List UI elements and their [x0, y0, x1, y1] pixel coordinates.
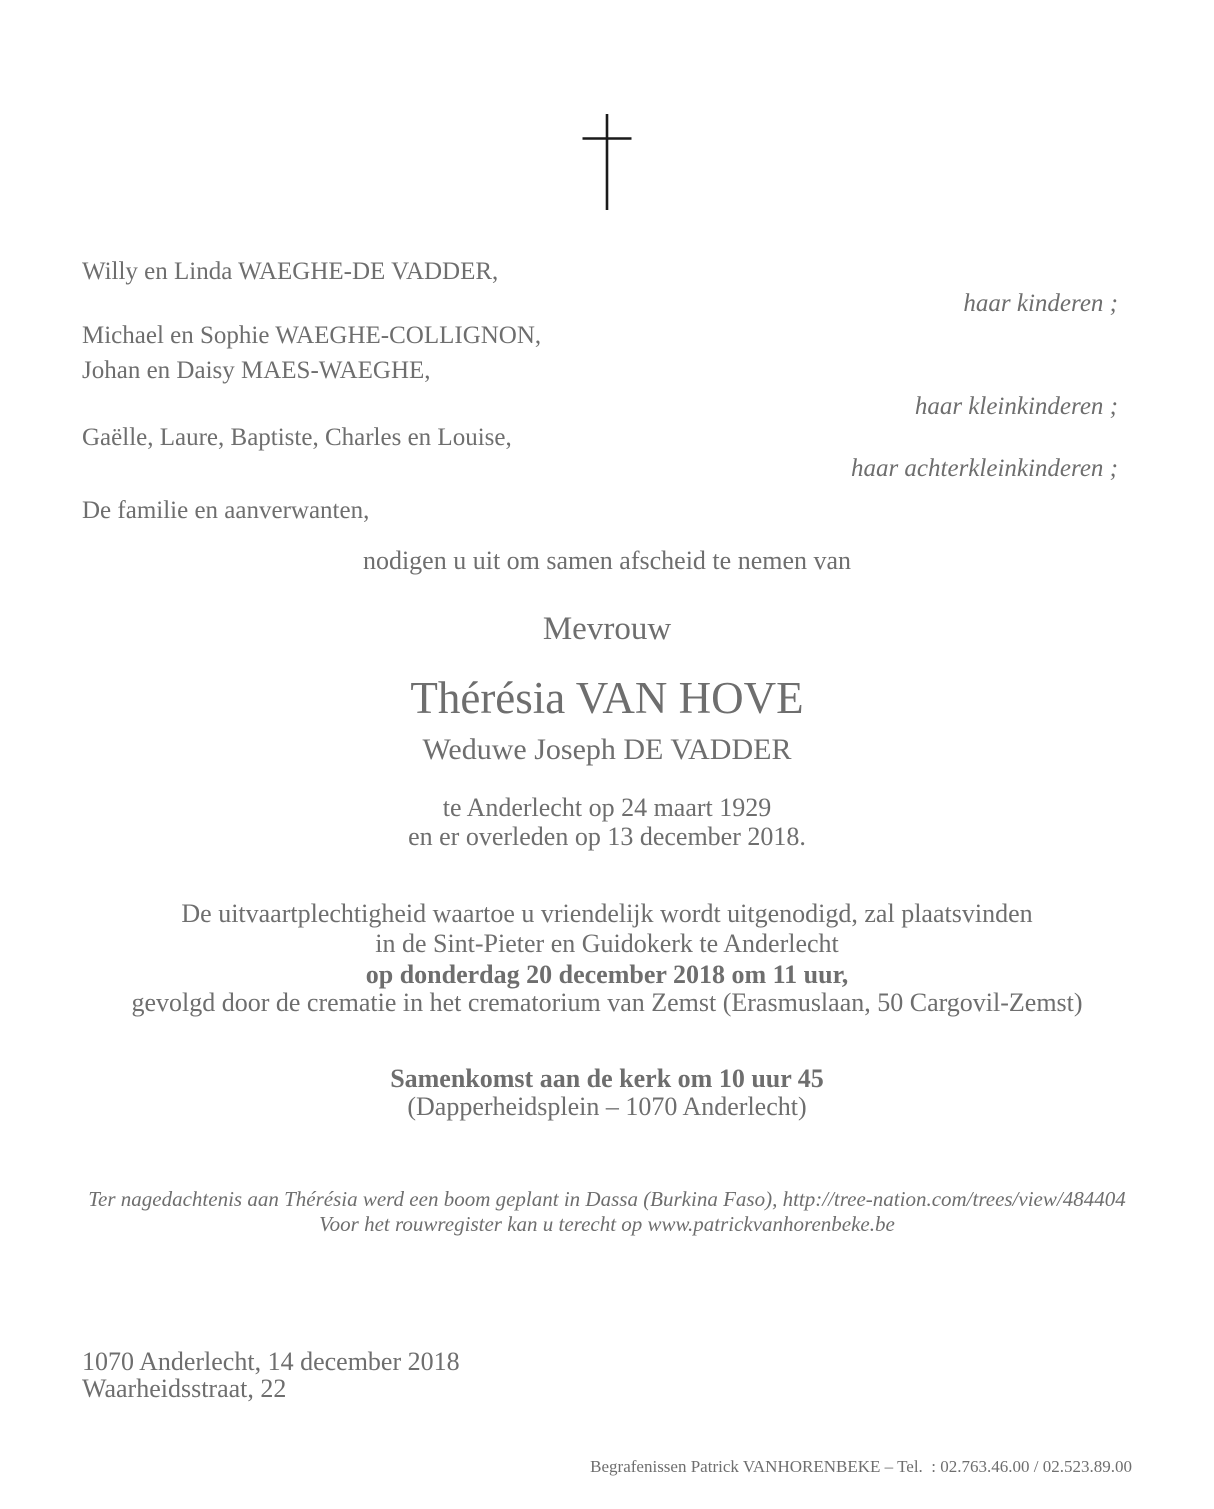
sender-city-date: 1070 Anderlecht, 14 december 2018	[82, 1347, 460, 1376]
mourners-children-names: Willy en Linda WAEGHE-DE VADDER,	[82, 258, 499, 285]
deceased-salutation: Mevrouw	[542, 611, 672, 647]
mourners-grandchildren-relation: haar kleinkinderen ;	[914, 393, 1118, 420]
gathering-address: (Dapperheidsplein – 1070 Anderlecht)	[407, 1092, 807, 1121]
christian-cross-icon	[582, 113, 632, 211]
ceremony-line-2: in de Sint-Pieter en Guidokerk te Anderlecht	[375, 929, 839, 958]
mourners-grandchildren-names-2: Johan en Daisy MAES-WAEGHE,	[82, 357, 431, 384]
deceased-birth-line: te Anderlecht op 24 maart 1929	[442, 793, 772, 822]
memorial-tree-line: Ter nagedachtenis aan Thérésia werd een boom geplant in Dassa (Burkina Faso), http://tree-nation.com/trees/view/484404	[88, 1187, 1126, 1211]
sender-street: Waarheidsstraat, 22	[82, 1374, 287, 1403]
mourners-grandchildren-names-1: Michael en Sophie WAEGHE-COLLIGNON,	[82, 322, 542, 349]
deceased-name: Thérésia VAN HOVE	[410, 673, 804, 723]
ceremony-date-time: op donderdag 20 december 2018 om 11 uur,	[365, 960, 849, 989]
deceased-death-line: en er overleden op 13 december 2018.	[408, 822, 806, 851]
deceased-widow-of: Weduwe Joseph DE VADDER	[422, 733, 792, 766]
invitation-text: nodigen u uit om samen afscheid te nemen van	[362, 546, 852, 575]
mourners-family-line: De familie en aanverwanten,	[82, 497, 370, 524]
mourners-great-grandchildren-relation: haar achterkleinkinderen ;	[850, 455, 1118, 482]
ceremony-line-4: gevolgd door de crematie in het crematorium van Zemst (Erasmuslaan, 50 Cargovil-Zemst)	[131, 988, 1083, 1017]
mourners-great-grandchildren-names: Gaëlle, Laure, Baptiste, Charles en Louise,	[82, 424, 512, 451]
ceremony-line-1: De uitvaartplechtigheid waartoe u vriendelijk wordt uitgenodigd, zal plaatsvinden	[181, 899, 1033, 928]
footer-funeral-home: Begrafenissen Patrick VANHORENBEKE – Tel. : 02.763.46.00 / 02.523.89.00	[590, 1457, 1132, 1476]
mourners-children-relation: haar kinderen ;	[963, 290, 1118, 317]
gathering-line: Samenkomst aan de kerk om 10 uur 45	[390, 1064, 824, 1093]
memorial-register-line: Voor het rouwregister kan u terecht op www.patrickvanhorenbeke.be	[319, 1212, 895, 1236]
